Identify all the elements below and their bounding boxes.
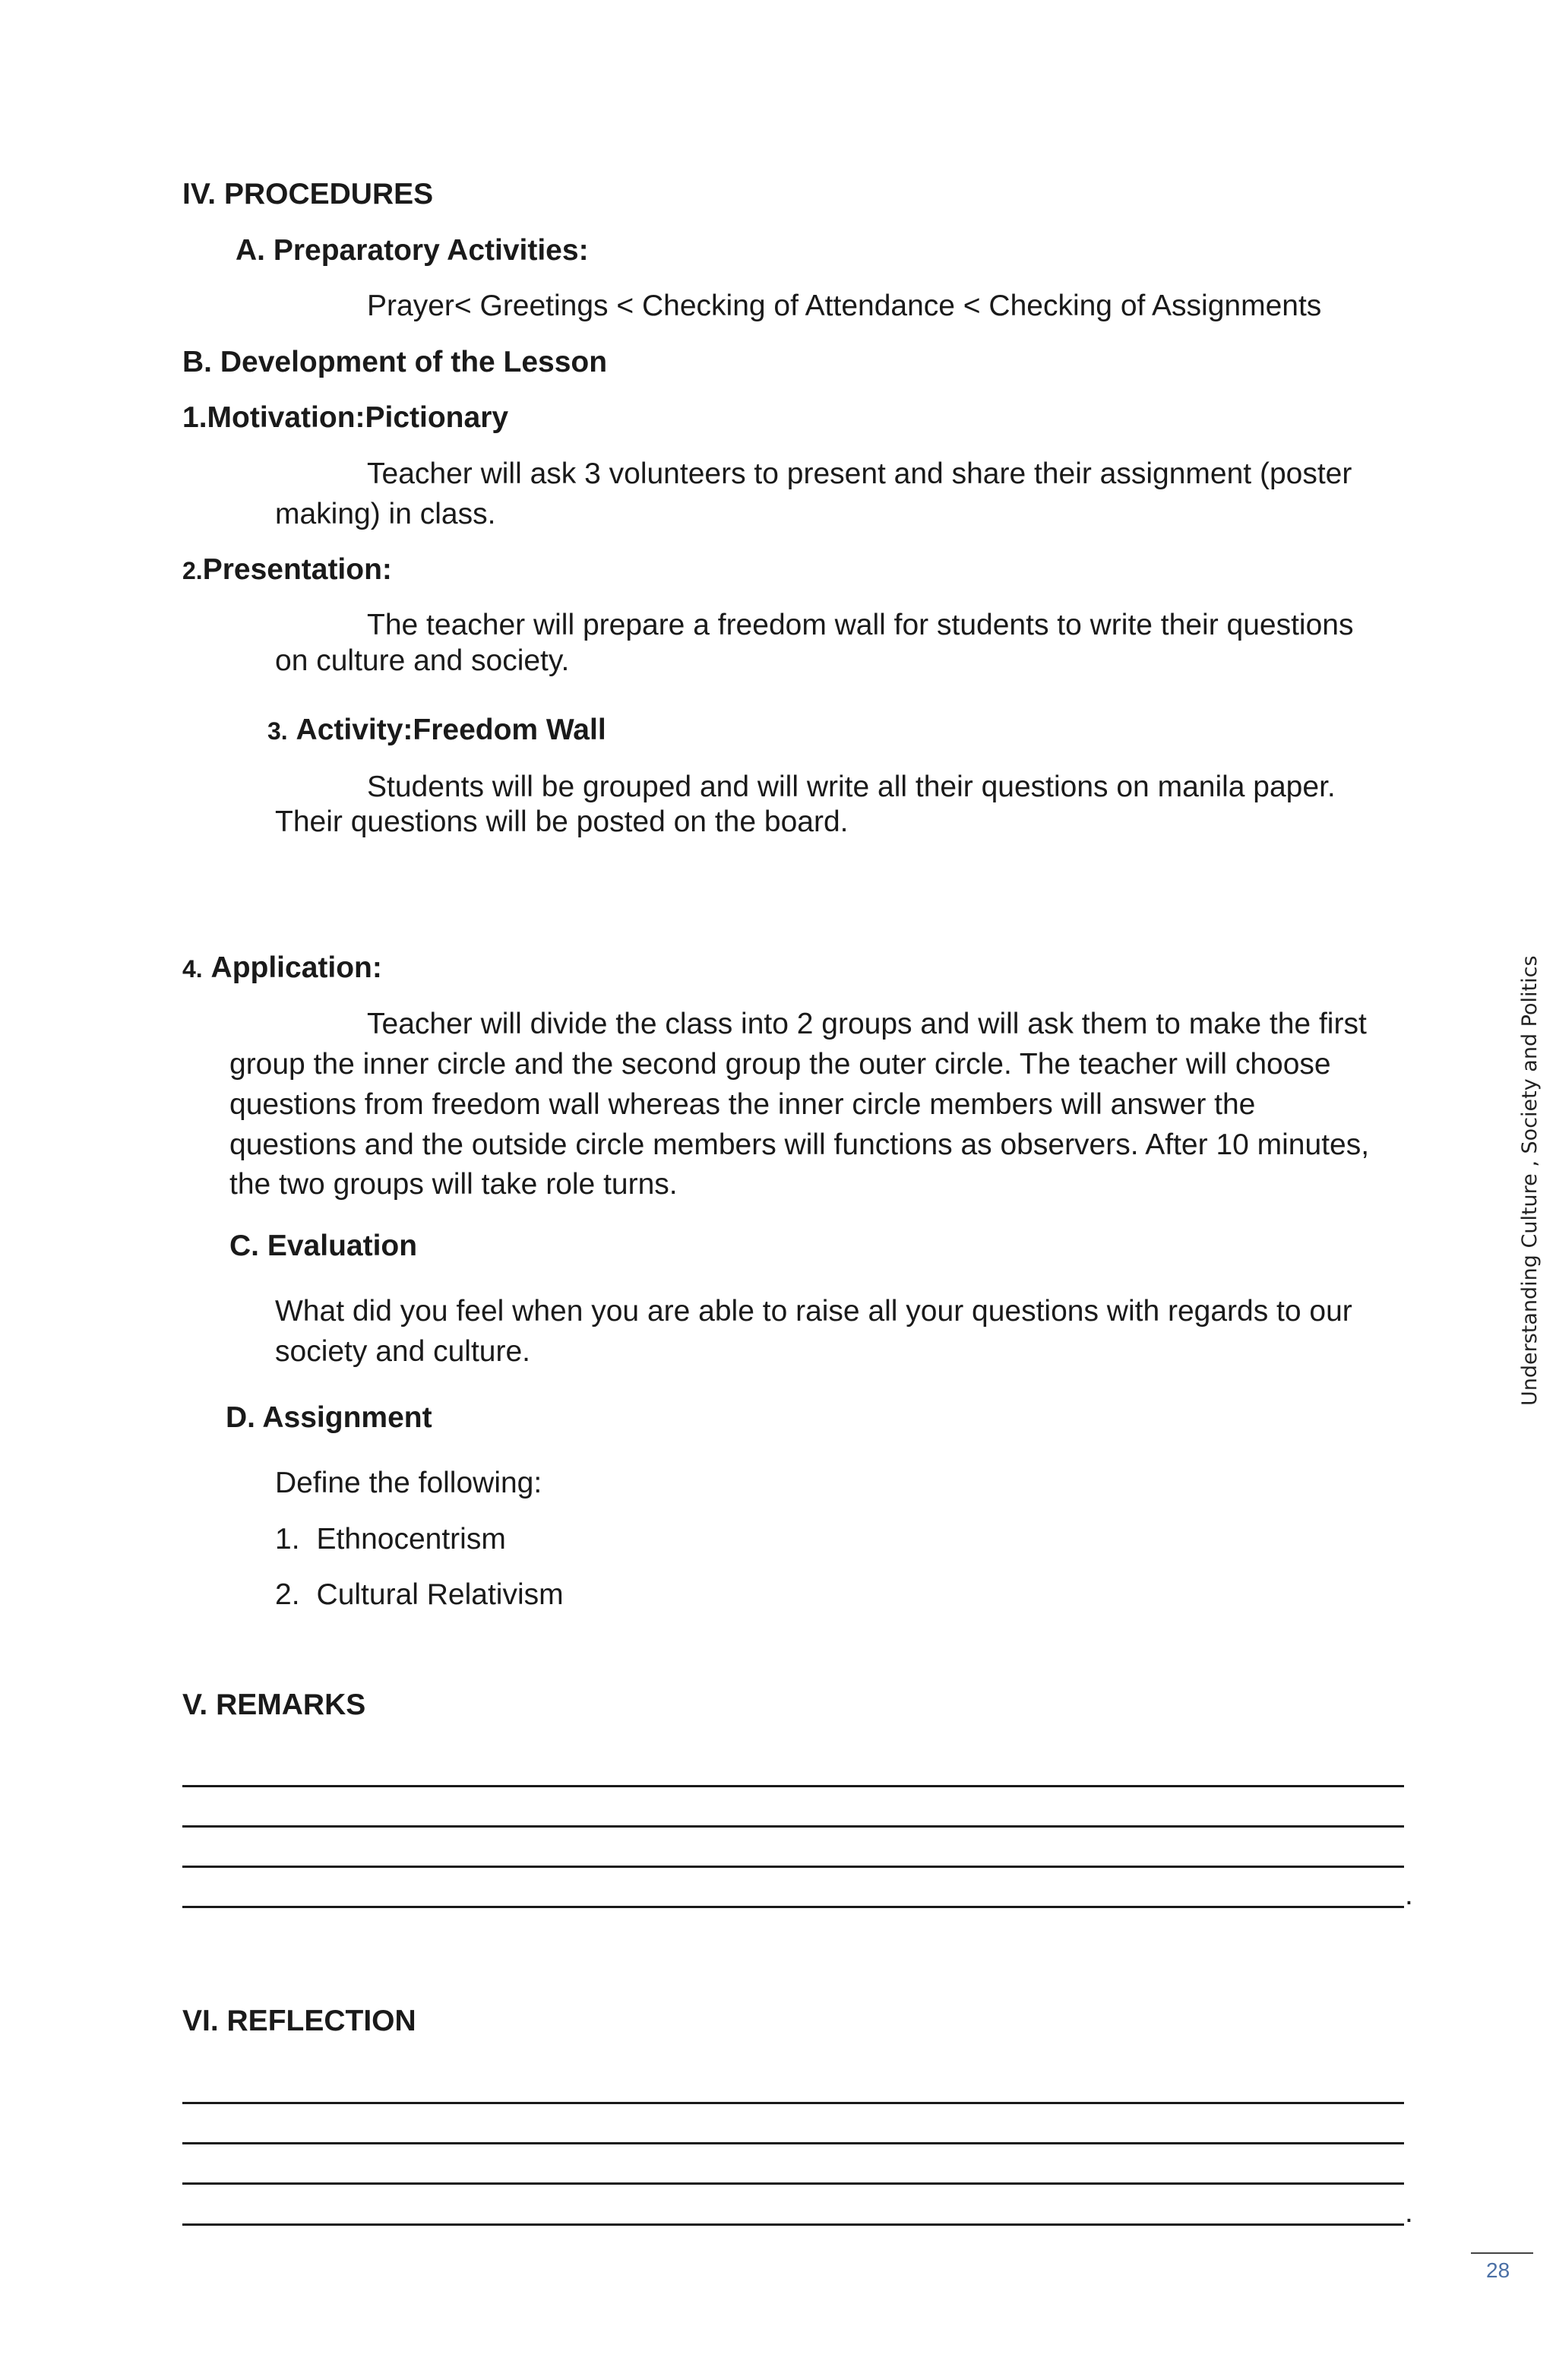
presentation-heading [182, 550, 392, 590]
presentation-number: 2. [182, 557, 203, 584]
assignment-item [275, 1575, 564, 1615]
sidebar-subject-title: Understanding Culture , Society and Politics [1518, 955, 1542, 1406]
procedures-heading: IV. PROCEDURES [182, 178, 434, 210]
motivation-text-line1: Teacher will ask 3 volunteers to present and share their assignment (poster [367, 457, 1352, 490]
application-number: 4. [182, 955, 203, 983]
activity-number: 3. [267, 717, 288, 745]
reflection-line [182, 2102, 1404, 2104]
motivation-heading [182, 398, 508, 438]
activity-text-line2: Their questions will be posted on the board. [275, 805, 849, 838]
reflection-end-mark: . [1405, 2196, 1413, 2229]
assignment-item-text: Cultural Relativism [316, 1578, 564, 1611]
presentation-text-line2: on culture and society. [275, 644, 570, 677]
preparatory-heading: A. Preparatory Activities: [236, 234, 589, 267]
development-heading: B. Development of the Lesson [182, 346, 608, 378]
presentation-label: Presentation: [202, 553, 392, 586]
evaluation-text-line1: What did you feel when you are able to raise all your questions with regards to our [275, 1295, 1352, 1328]
preparatory-text: Prayer< Greetings < Checking of Attendance < Checking of Assignments [367, 290, 1322, 322]
application-text-line3: questions from freedom wall whereas the inner circle members will answer the [229, 1088, 1256, 1121]
reflection-line [182, 2182, 1404, 2185]
reflection-line [182, 2142, 1404, 2144]
motivation-text-line2: making) in class. [275, 498, 496, 530]
assignment-item-number: 2. [275, 1578, 300, 1611]
assignment-item-number: 1. [275, 1523, 300, 1556]
page-number-rule [1471, 2252, 1533, 2254]
presentation-text-line1: The teacher will prepare a freedom wall for students to write their questions [367, 609, 1354, 641]
activity-text-line1: Students will be grouped and will write all their questions on manila paper. [367, 771, 1336, 803]
evaluation-text-line2: society and culture. [275, 1335, 531, 1368]
motivation-label: Motivation:Pictionary [207, 401, 509, 434]
activity-label: Activity:Freedom Wall [296, 714, 606, 746]
motivation-number: 1. [182, 401, 207, 434]
reflection-heading: VI. REFLECTION [182, 2005, 416, 2037]
page-number: 28 [1486, 2258, 1510, 2282]
activity-heading [267, 711, 606, 751]
remarks-line [182, 1906, 1404, 1908]
application-text-line2: group the inner circle and the second group the outer circle. The teacher will choose [229, 1048, 1331, 1081]
remarks-heading: V. REMARKS [182, 1688, 366, 1721]
application-text-line4: questions and the outside circle members will functions as observers. After 10 minutes, [229, 1128, 1370, 1161]
remarks-end-mark: . [1405, 1878, 1413, 1911]
assignment-heading: D. Assignment [226, 1401, 432, 1434]
evaluation-heading: C. Evaluation [229, 1230, 418, 1262]
assignment-intro: Define the following: [275, 1467, 542, 1499]
reflection-line [182, 2223, 1404, 2226]
application-label: Application: [210, 951, 382, 984]
remarks-line [182, 1785, 1404, 1787]
assignment-item-text: Ethnocentrism [316, 1523, 506, 1556]
application-text-line5: the two groups will take role turns. [229, 1168, 678, 1201]
application-heading [182, 948, 382, 989]
remarks-line [182, 1825, 1404, 1828]
remarks-line [182, 1866, 1404, 1868]
assignment-item [275, 1520, 506, 1559]
application-text-line1: Teacher will divide the class into 2 groups and will ask them to make the first [367, 1008, 1367, 1040]
